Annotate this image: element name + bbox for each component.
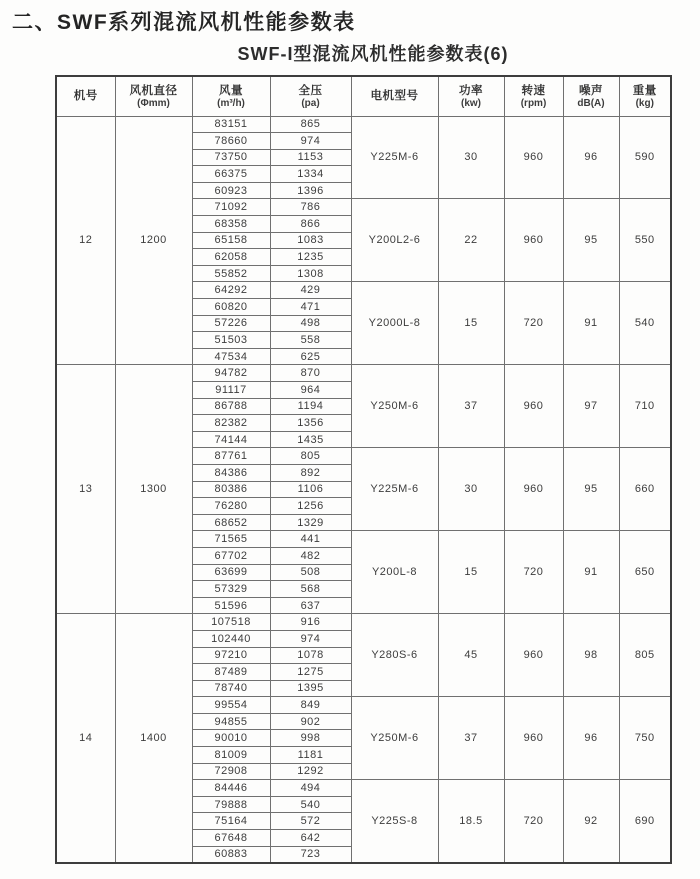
cell-flow: 60820 <box>192 299 270 316</box>
cell-flow: 91117 <box>192 382 270 399</box>
cell-pressure: 870 <box>270 365 351 382</box>
cell-noise: 96 <box>563 116 619 199</box>
cell-speed: 960 <box>504 116 563 199</box>
cell-flow: 99554 <box>192 697 270 714</box>
cell-pressure: 498 <box>270 315 351 332</box>
header-pressure <box>270 76 351 116</box>
cell-flow: 73750 <box>192 149 270 166</box>
cell-pressure: 998 <box>270 730 351 747</box>
cell-flow: 78740 <box>192 680 270 697</box>
header-noise-unit: dB(A) <box>577 97 605 109</box>
table-row <box>56 365 671 382</box>
cell-pressure: 1395 <box>270 680 351 697</box>
cell-flow: 102440 <box>192 630 270 647</box>
cell-noise: 95 <box>563 448 619 531</box>
cell-motor: Y250M-6 <box>351 697 438 780</box>
cell-pressure: 786 <box>270 199 351 216</box>
header-noise <box>563 76 619 116</box>
cell-pressure: 974 <box>270 133 351 150</box>
cell-motor: Y200L2-6 <box>351 199 438 282</box>
cell-flow: 84386 <box>192 464 270 481</box>
cell-noise: 92 <box>563 780 619 863</box>
cell-pressure: 866 <box>270 216 351 233</box>
cell-flow: 87489 <box>192 664 270 681</box>
cell-pressure: 1078 <box>270 647 351 664</box>
cell-pressure: 637 <box>270 597 351 614</box>
table-row <box>56 116 671 133</box>
cell-model-no: 14 <box>56 614 115 863</box>
cell-flow: 83151 <box>192 116 270 133</box>
cell-pressure: 558 <box>270 332 351 349</box>
header-weight-label: 重量 <box>632 84 657 97</box>
cell-noise: 97 <box>563 365 619 448</box>
cell-flow: 47534 <box>192 348 270 365</box>
header-motor-label: 电机型号 <box>370 90 419 103</box>
header-speed <box>504 76 563 116</box>
cell-flow: 64292 <box>192 282 270 299</box>
header-diameter-label: 风机直径 <box>129 84 178 97</box>
cell-flow: 87761 <box>192 448 270 465</box>
cell-noise: 91 <box>563 282 619 365</box>
cell-flow: 68652 <box>192 514 270 531</box>
cell-pressure: 429 <box>270 282 351 299</box>
cell-motor: Y2000L-8 <box>351 282 438 365</box>
cell-pressure: 642 <box>270 830 351 847</box>
cell-model-no: 12 <box>56 116 115 365</box>
cell-flow: 81009 <box>192 747 270 764</box>
cell-speed: 720 <box>504 282 563 365</box>
cell-power: 15 <box>438 531 504 614</box>
cell-flow: 65158 <box>192 232 270 249</box>
cell-power: 18.5 <box>438 780 504 863</box>
cell-weight: 590 <box>619 116 671 199</box>
cell-motor: Y280S-6 <box>351 614 438 697</box>
cell-pressure: 1275 <box>270 664 351 681</box>
header-speed-label: 转速 <box>521 84 546 97</box>
cell-flow: 94855 <box>192 713 270 730</box>
cell-flow: 97210 <box>192 647 270 664</box>
cell-pressure: 540 <box>270 796 351 813</box>
cell-flow: 57329 <box>192 581 270 598</box>
header-model-no <box>56 76 115 116</box>
cell-flow: 57226 <box>192 315 270 332</box>
cell-pressure: 471 <box>270 299 351 316</box>
cell-flow: 68358 <box>192 216 270 233</box>
cell-noise: 91 <box>563 531 619 614</box>
cell-noise: 95 <box>563 199 619 282</box>
cell-flow: 76280 <box>192 498 270 515</box>
cell-weight: 690 <box>619 780 671 863</box>
cell-flow: 71092 <box>192 199 270 216</box>
cell-pressure: 916 <box>270 614 351 631</box>
cell-pressure: 1356 <box>270 415 351 432</box>
cell-pressure: 1194 <box>270 398 351 415</box>
cell-diameter: 1400 <box>115 614 192 863</box>
header-pressure-label: 全压 <box>298 84 323 97</box>
table-body <box>56 116 671 863</box>
cell-pressure: 1396 <box>270 182 351 199</box>
cell-speed: 960 <box>504 448 563 531</box>
cell-speed: 720 <box>504 531 563 614</box>
cell-pressure: 805 <box>270 448 351 465</box>
cell-flow: 60923 <box>192 182 270 199</box>
cell-pressure: 1329 <box>270 514 351 531</box>
cell-power: 15 <box>438 282 504 365</box>
page-title: 二、SWF系列混流风机性能参数表 <box>12 11 356 34</box>
cell-weight: 750 <box>619 697 671 780</box>
header-flow-label: 风量 <box>219 84 243 97</box>
cell-pressure: 964 <box>270 382 351 399</box>
cell-power: 30 <box>438 448 504 531</box>
cell-power: 37 <box>438 697 504 780</box>
cell-noise: 98 <box>563 614 619 697</box>
cell-weight: 540 <box>619 282 671 365</box>
cell-flow: 71565 <box>192 531 270 548</box>
cell-power: 37 <box>438 365 504 448</box>
cell-pressure: 865 <box>270 116 351 133</box>
cell-power: 22 <box>438 199 504 282</box>
cell-pressure: 974 <box>270 630 351 647</box>
cell-pressure: 1181 <box>270 747 351 764</box>
table-header-row <box>56 76 671 116</box>
header-weight <box>619 76 671 116</box>
header-motor <box>351 76 438 116</box>
cell-pressure: 1435 <box>270 431 351 448</box>
cell-flow: 60883 <box>192 846 270 863</box>
header-flow-unit: (m³/h) <box>217 97 245 109</box>
cell-pressure: 1153 <box>270 149 351 166</box>
cell-weight: 550 <box>619 199 671 282</box>
cell-speed: 720 <box>504 780 563 863</box>
cell-flow: 74144 <box>192 431 270 448</box>
cell-noise: 96 <box>563 697 619 780</box>
cell-flow: 79888 <box>192 796 270 813</box>
cell-pressure: 1106 <box>270 481 351 498</box>
cell-pressure: 1308 <box>270 265 351 282</box>
header-model-no-label: 机号 <box>73 90 98 103</box>
header-flow <box>192 76 270 116</box>
cell-pressure: 892 <box>270 464 351 481</box>
cell-pressure: 1292 <box>270 763 351 780</box>
table-row <box>56 614 671 631</box>
cell-power: 30 <box>438 116 504 199</box>
cell-motor: Y225M-6 <box>351 116 438 199</box>
cell-pressure: 1256 <box>270 498 351 515</box>
table-subtitle: SWF-I型混流风机性能参数表(6) <box>237 44 509 64</box>
cell-flow: 75164 <box>192 813 270 830</box>
cell-pressure: 1083 <box>270 232 351 249</box>
header-diameter-unit: (Φmm) <box>137 97 170 109</box>
cell-speed: 960 <box>504 365 563 448</box>
cell-motor: Y225S-8 <box>351 780 438 863</box>
cell-pressure: 1334 <box>270 166 351 183</box>
header-power <box>438 76 504 116</box>
cell-diameter: 1200 <box>115 116 192 365</box>
cell-flow: 51503 <box>192 332 270 349</box>
header-pressure-unit: (pa) <box>301 97 320 109</box>
cell-flow: 94782 <box>192 365 270 382</box>
cell-pressure: 572 <box>270 813 351 830</box>
cell-flow: 84446 <box>192 780 270 797</box>
spec-table <box>55 75 672 864</box>
cell-motor: Y250M-6 <box>351 365 438 448</box>
cell-flow: 66375 <box>192 166 270 183</box>
cell-weight: 805 <box>619 614 671 697</box>
cell-flow: 63699 <box>192 564 270 581</box>
cell-flow: 72908 <box>192 763 270 780</box>
cell-speed: 960 <box>504 199 563 282</box>
header-speed-unit: (rpm) <box>520 97 547 109</box>
header-power-label: 功率 <box>459 84 483 97</box>
cell-flow: 67648 <box>192 830 270 847</box>
header-diameter <box>115 76 192 116</box>
cell-diameter: 1300 <box>115 365 192 614</box>
cell-flow: 67702 <box>192 547 270 564</box>
cell-pressure: 1235 <box>270 249 351 266</box>
cell-speed: 960 <box>504 614 563 697</box>
cell-motor: Y225M-6 <box>351 448 438 531</box>
cell-speed: 960 <box>504 697 563 780</box>
cell-flow: 82382 <box>192 415 270 432</box>
header-noise-label: 噪声 <box>579 84 603 97</box>
cell-flow: 51596 <box>192 597 270 614</box>
cell-pressure: 568 <box>270 581 351 598</box>
cell-pressure: 849 <box>270 697 351 714</box>
cell-pressure: 494 <box>270 780 351 797</box>
cell-weight: 650 <box>619 531 671 614</box>
cell-flow: 78660 <box>192 133 270 150</box>
cell-pressure: 625 <box>270 348 351 365</box>
cell-weight: 660 <box>619 448 671 531</box>
cell-pressure: 723 <box>270 846 351 863</box>
cell-pressure: 508 <box>270 564 351 581</box>
header-power-unit: (kw) <box>461 97 481 109</box>
cell-flow: 90010 <box>192 730 270 747</box>
cell-model-no: 13 <box>56 365 115 614</box>
cell-flow: 86788 <box>192 398 270 415</box>
cell-weight: 710 <box>619 365 671 448</box>
cell-pressure: 482 <box>270 547 351 564</box>
cell-pressure: 902 <box>270 713 351 730</box>
cell-flow: 62058 <box>192 249 270 266</box>
cell-flow: 80386 <box>192 481 270 498</box>
cell-flow: 55852 <box>192 265 270 282</box>
spec-table-head <box>56 76 671 116</box>
cell-flow: 107518 <box>192 614 270 631</box>
cell-power: 45 <box>438 614 504 697</box>
cell-pressure: 441 <box>270 531 351 548</box>
header-weight-unit: (kg) <box>635 97 654 109</box>
cell-motor: Y200L-8 <box>351 531 438 614</box>
